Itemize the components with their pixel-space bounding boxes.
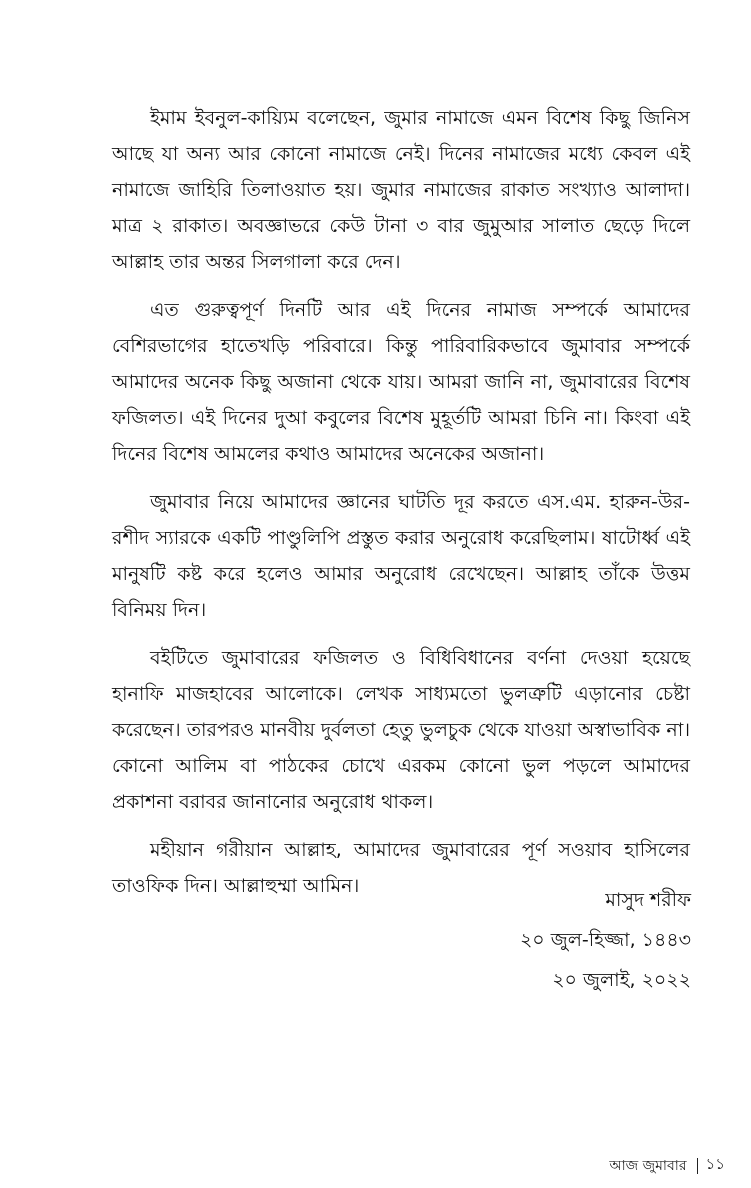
body-text	[112, 100, 690, 916]
page-number: ১১	[705, 1155, 725, 1173]
running-title: আজ জুমাবার	[609, 1157, 687, 1174]
paragraph-1: ইমাম ইবনুল-কায়্যিম বলেছেন, জুমার নামাজে এমন বিশেষ কিছু জিনিস আছে যা অন্য আর কোনো নামাজে নেই। দিনের নামাজের মধ্যে কেবল এই নামাজে জাহিরি তিলাওয়াত হয়। জুমার নামাজের রাকাত সংখ্যাও আলাদা। মাত্র ২ রাকাত। অবজ্ঞাভরে কেউ টানা ৩ বার জুমুআর সালাত ছেড়ে দিলে আল্লাহ তার অন্তর সিলগালা করে দেন।	[112, 107, 690, 273]
signature-block	[391, 880, 691, 1000]
gregorian-date: ২০ জুলাই, ২০২২	[552, 969, 691, 991]
footer-divider	[697, 1158, 698, 1174]
author-name: মাসুদ শরীফ	[605, 889, 691, 911]
paragraph-5: মহীয়ান গরীয়ান আল্লাহ, আমাদের জুমাবারের পূর্ণ সওয়াব হাসিলের তাওফিক দিন। আল্লাহুম্মা আমিন।	[112, 839, 690, 897]
paragraph-4: বইটিতে জুমাবারের ফজিলত ও বিধিবিধানের বর্ণনা দেওয়া হয়েছে হানাফি মাজহাবের আলোকে। লেখক সাধ্যমতো ভুলত্রুটি এড়ানোর চেষ্টা করেছেন। তারপরও মানবীয় দুর্বলতা হেতু ভুলচুক থেকে যাওয়া অস্বাভাবিক না। কোনো আলিম বা পাঠকের চোখে এরকম কোনো ভুল পড়লে আমাদের প্রকাশনা বরাবর জানানোর অনুরোধ থাকল।	[112, 647, 690, 813]
paragraph-3: জুমাবার নিয়ে আমাদের জ্ঞানের ঘাটতি দূর করতে এস.এম. হারুন-উর-রশীদ স্যারকে একটি পাণ্ডুলিপি প্রস্তুত করার অনুরোধ করেছিলাম। ষাটোর্ধ্ব এই মানুষটি কষ্ট করে হলেও আমার অনুরোধ রেখেছেন। আল্লাহ তাঁকে উত্তম বিনিময় দিন।	[112, 491, 690, 621]
page-footer	[609, 1153, 725, 1178]
paragraph-2: এত গুরুত্বপূর্ণ দিনটি আর এই দিনের নামাজ সম্পর্কে আমাদের বেশিরভাগের হাতেখড়ি পরিবারে। কিন্তু পারিবারিকভাবে জুমাবার সম্পর্কে আমাদের অনেক কিছু অজানা থেকে যায়। আমরা জানি না, জুমাবারের বিশেষ ফজিলত। এই দিনের দুআ কবুলের বিশেষ মুহূর্তটি আমরা চিনি না। কিংবা এই দিনের বিশেষ আমলের কথাও আমাদের অনেকের অজানা।	[112, 299, 690, 465]
hijri-date: ২০ জুল-হিজ্জা, ১৪৪৩	[519, 929, 691, 951]
